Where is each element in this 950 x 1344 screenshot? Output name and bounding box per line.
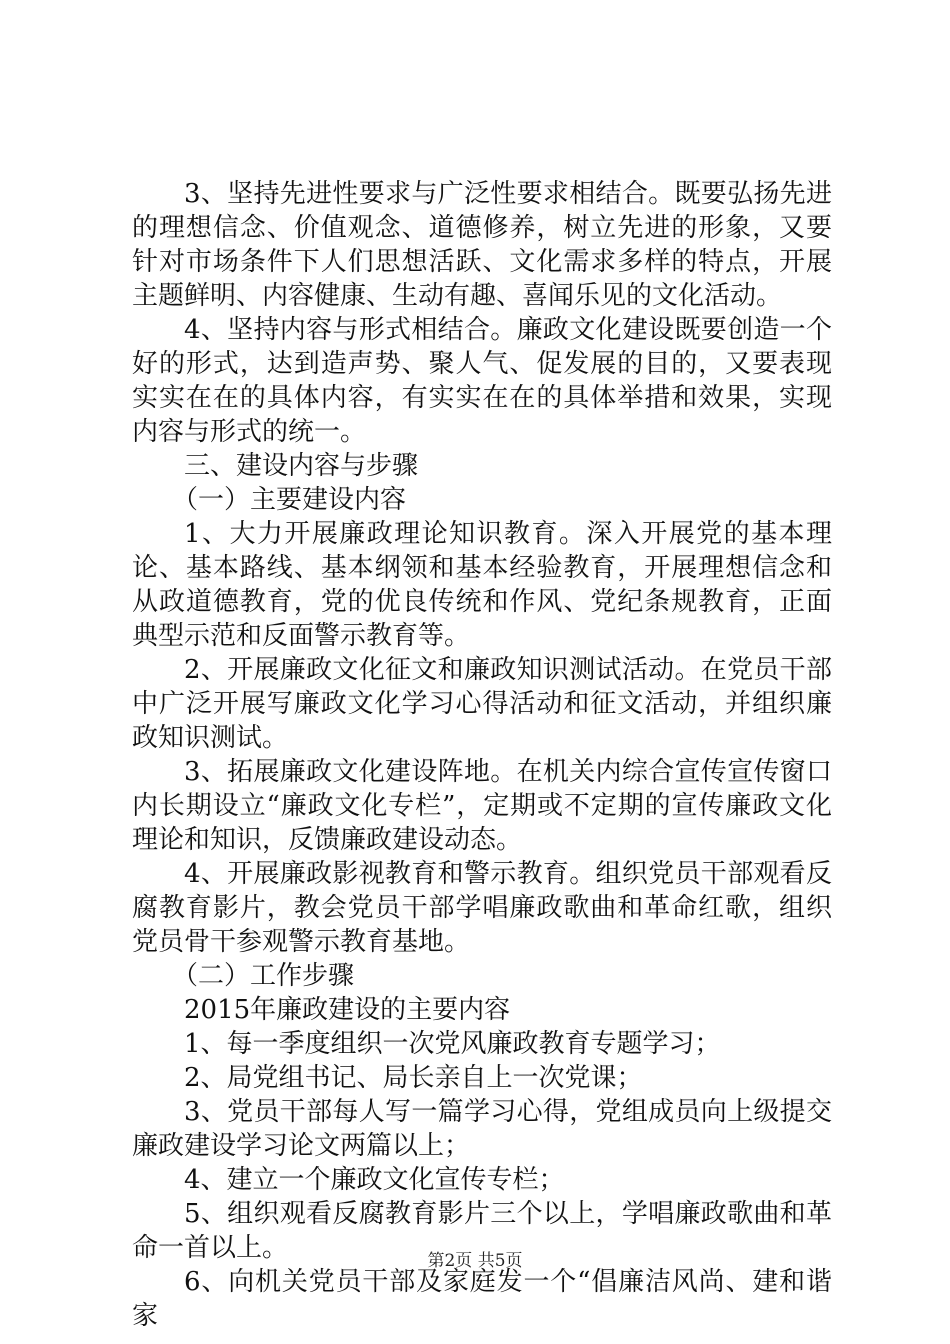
section-heading-3: 三、建设内容与步骤 (184, 451, 419, 481)
paragraph-step-3: 3、党员干部每人写一篇学习心得，党组成员向上级提交廉政建设学习论文两篇以上； (132, 1097, 832, 1161)
paragraph-step-1: 1、每一季度组织一次党风廉政教育专题学习； (184, 1029, 721, 1059)
paragraph-year-heading: 2015年廉政建设的主要内容 (184, 995, 511, 1025)
paragraph-content-2: 2、开展廉政文化征文和廉政知识测试活动。在党员干部中广泛开展写廉政文化学习心得活动和征文活动，并组织廉政知识测试。 (132, 655, 832, 753)
paragraph-content-4: 4、开展廉政影视教育和警示教育。组织党员干部观看反腐教育影片，教会党员干部学唱廉政歌曲和革命红歌，组织党员骨干参观警示教育基地。 (132, 859, 832, 957)
subsection-heading-1: （一）主要建设内容 (172, 485, 407, 515)
subsection-heading-2: （二）工作步骤 (172, 961, 355, 991)
paragraph-principle-3: 3、坚持先进性要求与广泛性要求相结合。既要弘扬先进的理想信念、价值观念、道德修养，树立先进的形象，又要针对市场条件下人们思想活跃、文化需求多样的特点，开展主题鲜明、内容健康、生动有趣、喜闻乐见的文化活动。 (132, 179, 832, 311)
page-number-footer: 第2页 共5页 (427, 1251, 523, 1271)
paragraph-content-3: 3、拓展廉政文化建设阵地。在机关内综合宣传宣传窗口内长期设立“廉政文化专栏”，定期或不定期的宣传廉政文化理论和知识，反馈廉政建设动态。 (132, 757, 832, 855)
paragraph-step-2: 2、局党组书记、局长亲自上一次党课； (184, 1063, 643, 1093)
paragraph-principle-4: 4、坚持内容与形式相结合。廉政文化建设既要创造一个好的形式，达到造声势、聚人气、促发展的目的，又要表现实实在在的具体内容，有实实在在的具体举措和效果，实现内容与形式的统一。 (132, 315, 832, 447)
paragraph-step-6: 6、向机关党员干部及家庭发一个“倡廉洁风尚、建和谐家 (132, 1267, 832, 1331)
paragraph-step-4: 4、建立一个廉政文化宣传专栏； (184, 1165, 565, 1195)
document-body (132, 177, 832, 1333)
paragraph-step-5: 5、组织观看反腐教育影片三个以上，学唱廉政歌曲和革命一首以上。 (132, 1199, 832, 1263)
paragraph-content-1: 1、大力开展廉政理论知识教育。深入开展党的基本理论、基本路线、基本纲领和基本经验教育，开展理想信念和从政道德教育，党的优良传统和作风、党纪条规教育，正面典型示范和反面警示教育等。 (132, 519, 832, 651)
